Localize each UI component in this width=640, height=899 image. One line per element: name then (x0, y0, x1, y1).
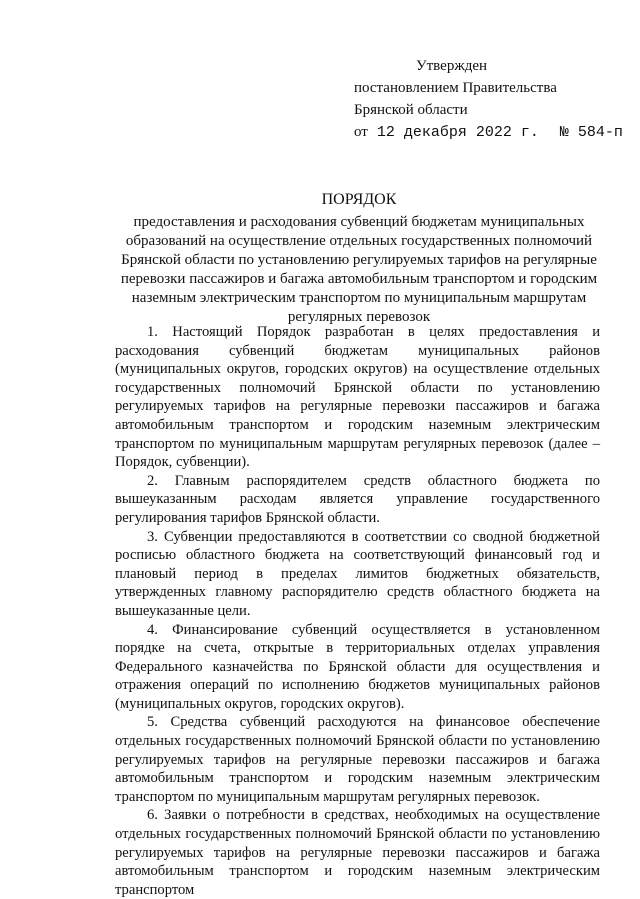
document-body (115, 323, 600, 899)
paragraph-2: 2. Главным распорядителем средств областного бюджета по вышеуказанным расходам является управление государственного регулирования тарифов Брянской области. (115, 472, 600, 526)
approval-date-line (354, 121, 623, 144)
paragraph-5: 5. Средства субвенций расходуются на финансовое обеспечение отдельных государственных полномочий Брянской области по установлению регулируемых тарифов на регулярные перевозки пассажиров и багажа автомобильным транспортом и городским наземным электрическим транспортом по муниципальным маршрутам регулярных перевозок. (115, 714, 600, 805)
document-title (120, 190, 598, 327)
approval-stamp (354, 55, 623, 144)
paragraph-3: 3. Субвенции предоставляются в соответствии со сводной бюджетной росписью областного бюджета на соответствующий финансовый год и плановый период в пределах лимитов бюджетных обязательств, утвержденных главному распорядителю средств областного бюджета на вышеуказанные цели. (115, 528, 600, 619)
title-heading: ПОРЯДОК (321, 191, 397, 208)
paragraph-1: 1. Настоящий Порядок разработан в целях предоставления и расходования субвенций бюджетам муниципальных районов (муниципальных округов, городских округов) на осуществление отдельных государственных полномочий Брянской области по установлению регулируемых тарифов на регулярные перевозки пассажиров и багажа автомобильным транспортом и городским наземным электрическим транспортом по муниципальным маршрутам регулярных перевозок (далее – Порядок, субвенции). (115, 324, 600, 471)
approval-line-2: постановлением Правительства (354, 80, 557, 96)
date-prefix: от (354, 124, 368, 140)
approval-number: № 584-п (559, 124, 623, 141)
approval-line-1: Утвержден (416, 58, 488, 74)
title-subtitle: предоставления и расходования субвенций бюджетам муниципальных образований на осуществление отдельных государственных полномочий Брянской области по установлению регулируемых тарифов на регулярные перевозки пассажиров и багажа автомобильным транспортом и городским наземным электрическим транспортом по муниципальным маршрутам регулярных перевозок (120, 214, 598, 325)
paragraph-4: 4. Финансирование субвенций осуществляется в установленном порядке на счета, открытые в территориальных отделах управления Федерального казначейства по Брянской области для осуществления и отражения операций по исполнению бюджетов муниципальных районов (муниципальных округов, городских округов). (115, 621, 600, 712)
paragraph-6: 6. Заявки о потребности в средствах, необходимых на осуществление отдельных государственных полномочий Брянской области по установлению регулируемых тарифов на регулярные перевозки пассажиров и багажа автомобильным транспортом и городским наземным электрическим транспортом (115, 807, 600, 898)
approval-date: 12 декабря 2022 г. (376, 124, 539, 141)
approval-line-3: Брянской области (354, 102, 468, 118)
